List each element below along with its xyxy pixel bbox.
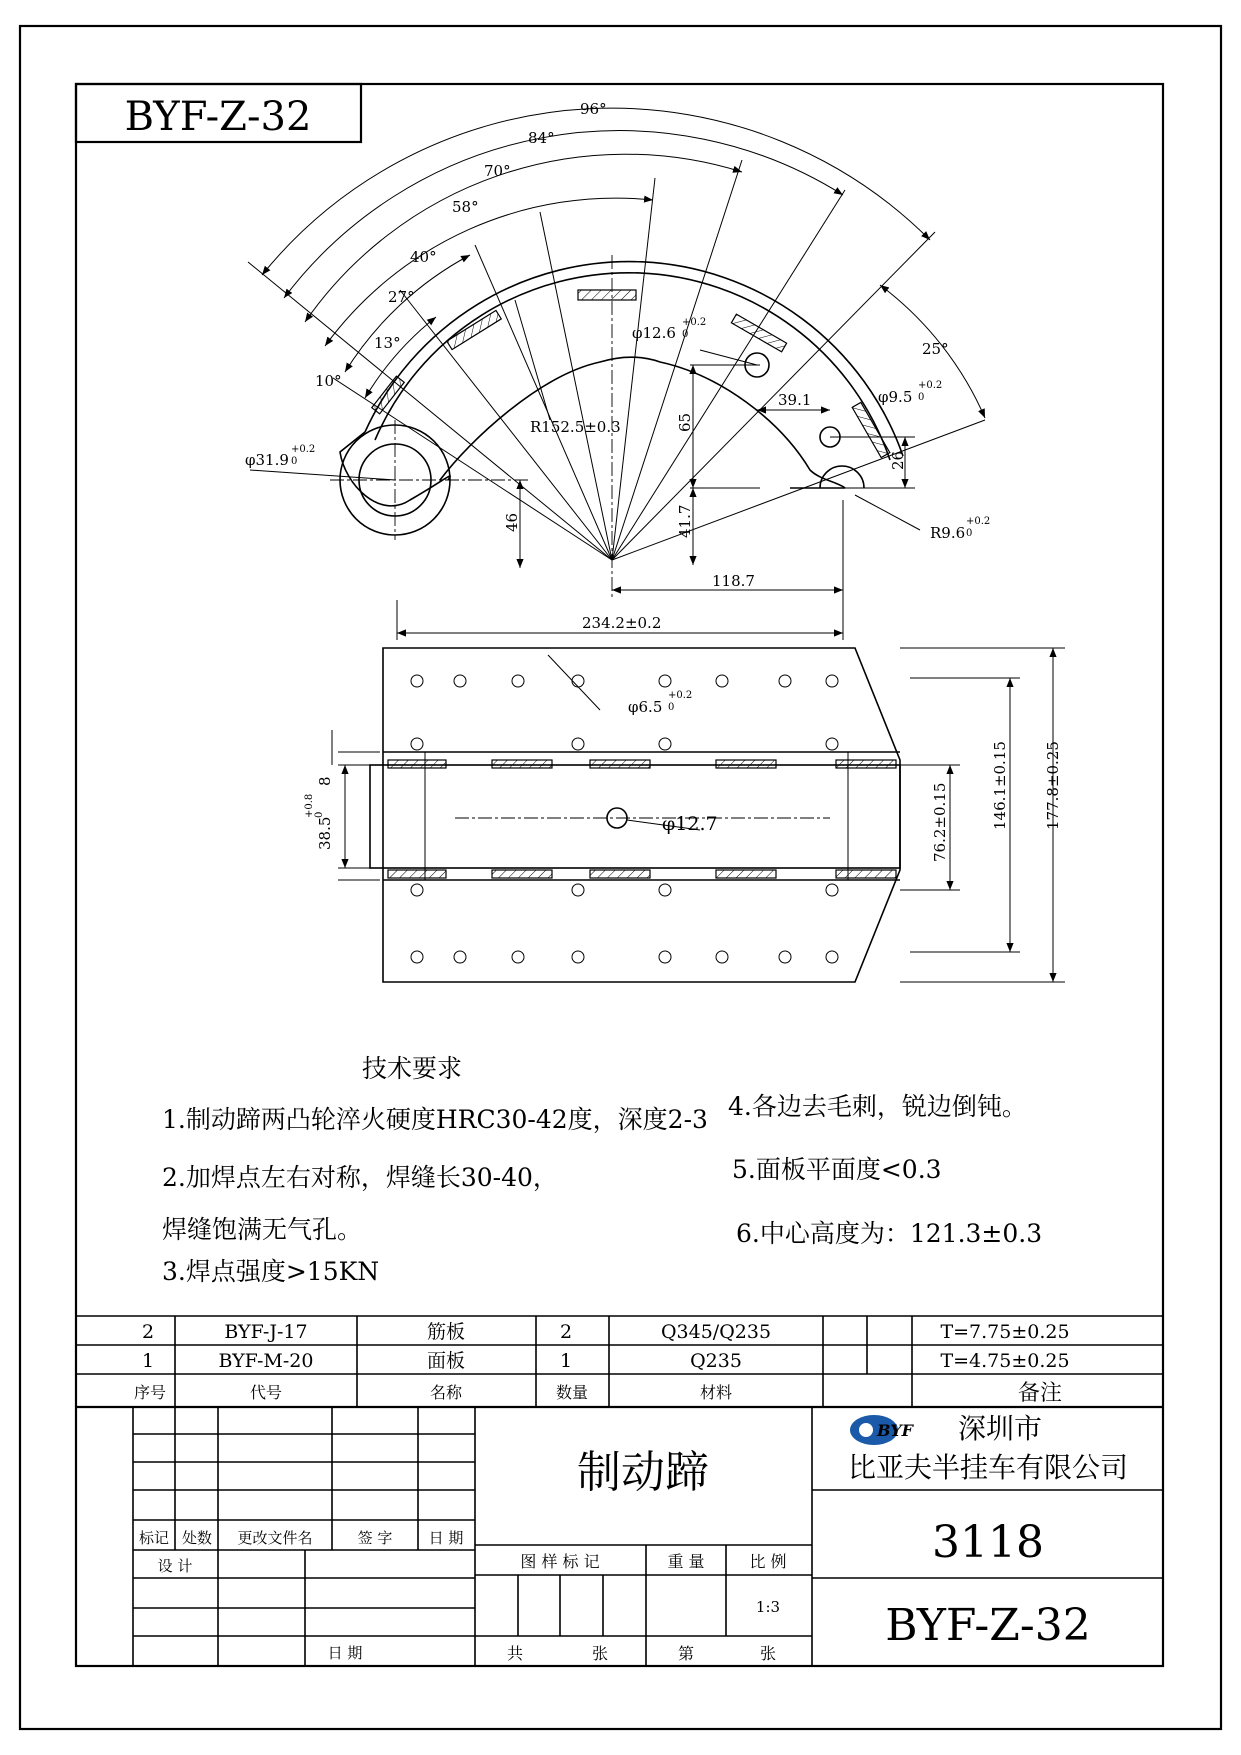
plate-welds — [388, 760, 896, 878]
angle-10-label: 10° — [315, 372, 342, 390]
note-6: 6.中心高度为：121.3±0.3 — [736, 1219, 1043, 1248]
total-unit: 张 — [591, 1644, 609, 1663]
dim-118-7: 118.7 — [712, 572, 755, 590]
technical-notes — [162, 1054, 1042, 1286]
bom-row-1-code: BYF-J-17 — [224, 1321, 308, 1343]
angle-27-label: 27° — [388, 288, 415, 306]
web-strip — [370, 765, 900, 868]
dim-pivot-hole-tol-low: 0 — [291, 456, 298, 467]
dim-radius-main: R152.5±0.3 — [530, 418, 621, 436]
bom-row-1-remark: T=7.75±0.25 — [940, 1321, 1070, 1343]
bom-header-qty: 数量 — [555, 1383, 589, 1402]
bom-header-name: 名称 — [429, 1383, 463, 1402]
dim-46: 46 — [503, 512, 521, 532]
dim-41-7: 41.7 — [676, 504, 694, 538]
bom-row-2-material: Q235 — [690, 1350, 742, 1372]
logo-text: BYF — [877, 1421, 914, 1440]
bom-row-1-name: 筋板 — [426, 1321, 466, 1343]
bom-row-1-material: Q345/Q235 — [660, 1321, 772, 1343]
company-city: 深圳市 — [958, 1412, 1043, 1445]
dim-8: 8 — [316, 776, 334, 786]
company-logo — [850, 1415, 915, 1445]
dim-26: 26 — [889, 450, 907, 470]
angle-dim-arcs — [262, 108, 985, 418]
rev-header-doc: 更改文件名 — [237, 1529, 313, 1547]
note-2: 2.加焊点左右对称，焊缝长30-40， — [162, 1163, 558, 1192]
note-4: 4.各边去毛刺，锐边倒钝。 — [728, 1092, 1027, 1121]
dim-hole-9-5-tol: +0.2 — [918, 380, 943, 391]
dim-65: 65 — [676, 412, 694, 432]
bom-row-2-no: 1 — [141, 1350, 155, 1372]
dim-hole-6-5-tol-low: 0 — [668, 702, 675, 713]
dim-hole-12-6: φ12.6 — [632, 324, 676, 342]
part-name: 制动蹄 — [577, 1447, 709, 1498]
bolt-holes — [411, 675, 838, 963]
dim-38-5-tol-low: 0 — [314, 811, 325, 818]
sheet-label: 第 — [677, 1644, 695, 1663]
note-1: 1.制动蹄两凸轮淬火硬度HRC30-42度，深度2-3 — [162, 1105, 708, 1134]
bom-header-no: 序号 — [133, 1383, 167, 1402]
rev-header-date: 日 期 — [428, 1529, 464, 1547]
total-label: 共 — [506, 1644, 524, 1663]
shoe-view — [245, 100, 990, 640]
rev-header-sign: 签 字 — [357, 1529, 393, 1547]
note-5: 5.面板平面度<0.3 — [732, 1155, 942, 1184]
dim-39-1: 39.1 — [778, 391, 812, 409]
rev-header-mark: 标记 — [138, 1529, 170, 1547]
scale-label: 比 例 — [749, 1552, 787, 1571]
shoe-dim-lines — [250, 300, 920, 640]
drawing-number: BYF-Z-32 — [885, 1600, 1091, 1651]
notes-title: 技术要求 — [362, 1054, 463, 1083]
note-3: 3.焊点强度>15KN — [162, 1257, 380, 1286]
dim-radius-small-tol: +0.2 — [966, 516, 991, 527]
angle-13-label: 13° — [374, 334, 401, 352]
bom-header-material: 材料 — [699, 1383, 733, 1402]
sheet-unit: 张 — [759, 1644, 777, 1663]
angle-rays — [248, 160, 985, 560]
mark-label: 图 样 标 记 — [520, 1552, 600, 1571]
code-box-label: BYF-Z-32 — [124, 94, 312, 140]
bom-table — [76, 1316, 1163, 1407]
dim-38-5: 38.5 — [316, 816, 334, 850]
dim-38-5-tol: +0.8 — [304, 793, 315, 818]
dim-hole-9-5: φ9.5 — [878, 388, 913, 406]
dim-pivot-hole: φ31.9 — [245, 451, 289, 469]
design-label: 设 计 — [157, 1557, 193, 1575]
plate-view — [304, 648, 1065, 982]
scale-value: 1:3 — [755, 1598, 781, 1616]
dim-hole-9-5-tol-low: 0 — [918, 392, 925, 403]
bom-row-2-remark: T=4.75±0.25 — [940, 1350, 1070, 1372]
dim-pivot-hole-tol: +0.2 — [291, 444, 316, 455]
rev-header-count: 处数 — [181, 1529, 213, 1547]
dim-radius-small-tol-low: 0 — [966, 528, 973, 539]
dim-hole-6-5: φ6.5 — [628, 698, 663, 716]
dim-76-2: 76.2±0.15 — [931, 782, 949, 862]
bom-header-remark: 备注 — [1017, 1381, 1063, 1406]
dim-hole-12-6-tol-low: 0 — [682, 329, 689, 340]
bom-row-1-qty: 2 — [559, 1321, 573, 1343]
dim-hole-12-6-tol: +0.2 — [682, 317, 707, 328]
dim-177-8: 177.8±0.25 — [1044, 741, 1062, 830]
bom-row-2-qty: 1 — [559, 1350, 573, 1372]
company-name: 比亚夫半挂车有限公司 — [847, 1451, 1129, 1484]
date-label: 日 期 — [327, 1644, 363, 1662]
dim-hole-12-7: φ12.7 — [662, 813, 718, 835]
weight-label: 重 量 — [667, 1552, 705, 1571]
angle-96-label: 96° — [580, 100, 607, 118]
bom-header-code: 代号 — [249, 1383, 283, 1402]
dim-146-1: 146.1±0.15 — [991, 741, 1009, 830]
part-number: 3118 — [932, 1517, 1044, 1568]
title-block — [133, 1407, 1163, 1666]
angle-25-label: 25° — [922, 340, 949, 358]
angle-70-label: 70° — [484, 162, 511, 180]
shoe-rim-inner — [375, 273, 890, 460]
dim-hole-6-5-tol: +0.2 — [668, 690, 693, 701]
angle-40-label: 40° — [410, 248, 437, 266]
notch-r9-6 — [820, 466, 864, 488]
bom-row-2-code: BYF-M-20 — [218, 1350, 314, 1372]
angle-58-label: 58° — [452, 198, 479, 216]
rim-welds — [372, 290, 890, 458]
dim-234-2: 234.2±0.2 — [582, 614, 662, 632]
bom-row-1-no: 2 — [141, 1321, 155, 1343]
dim-radius-small: R9.6 — [930, 524, 966, 542]
angle-84-label: 84° — [528, 129, 555, 147]
note-2-cont: 焊缝饱满无气孔。 — [162, 1215, 363, 1244]
bom-row-2-name: 面板 — [426, 1350, 466, 1372]
